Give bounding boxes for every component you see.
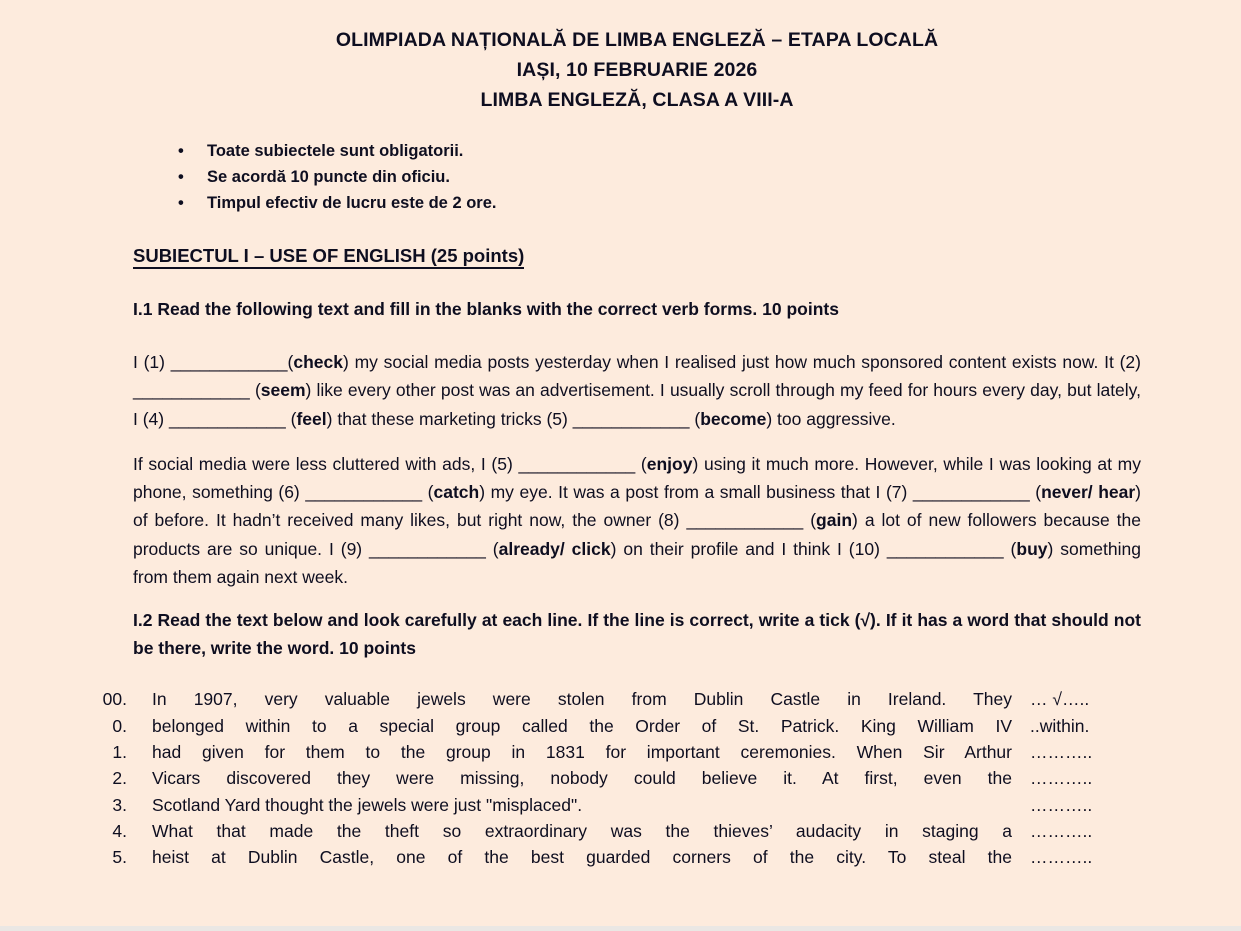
- paragraph-text: ) that these marketing tricks (5): [326, 408, 573, 429]
- paragraph-text: (: [1003, 538, 1017, 559]
- line-text: What that made the theft so extraordinary was the thieves’ audacity in staging a: [152, 820, 1012, 841]
- paragraph-text: (: [689, 408, 701, 429]
- answer-blank: ____________: [912, 482, 1030, 503]
- verb-hint: check: [293, 352, 343, 372]
- correction-line: [87, 844, 1141, 870]
- line-number: 1.: [112, 741, 127, 762]
- verb-hint: catch: [433, 482, 480, 503]
- paragraph-text: ) on their profile and I think I (10): [610, 538, 887, 559]
- answer-blank: ____________: [686, 510, 804, 531]
- fill-in-text: [133, 348, 1141, 591]
- paragraph-text: ) my social media posts yesterday when I realised just how much sponsored content exists now. It (2): [343, 352, 1141, 372]
- verb-hint: become: [700, 408, 767, 429]
- correction-line: [87, 713, 1141, 739]
- answer-blank: ____________: [572, 408, 690, 429]
- answer-blank: ____________: [133, 380, 250, 401]
- answer-blank: ____________: [518, 453, 636, 474]
- task-i2-instruction: I.2 Read the text below and look carefully at each line. If the line is correct, write a tick (√). If it has a word that should not be there, write the word. 10 points: [133, 610, 1141, 658]
- correction-line: [87, 792, 1141, 818]
- paragraph-text: (: [422, 482, 434, 503]
- correction-line: [87, 765, 1141, 791]
- paragraph-text: (: [285, 408, 297, 429]
- line-text: Scotland Yard thought the jewels were just "misplaced".: [152, 794, 583, 815]
- correction-exercise: [87, 686, 1141, 870]
- verb-hint: seem: [260, 380, 306, 401]
- line-answer: ………..: [1030, 847, 1093, 868]
- fill-in-paragraph: [133, 348, 1141, 433]
- paragraph-text: ) a lot of new followers because the products are so unique. I (9): [133, 510, 1141, 559]
- verb-hint: gain: [816, 510, 853, 531]
- answer-blank: ____________: [305, 482, 423, 503]
- paragraph-text: ) of before. It hadn’t received many likes, but right now, the owner (8): [133, 482, 1141, 531]
- answer-blank: ____________: [170, 352, 288, 372]
- line-answer: ………..: [1030, 820, 1093, 841]
- page-title-line2: IAȘI, 10 FEBRUARIE 2026: [516, 59, 758, 81]
- line-number: 00.: [102, 689, 127, 710]
- exam-rules-list: [176, 138, 1141, 216]
- line-answer: ………..: [1030, 768, 1093, 789]
- correction-line: [87, 686, 1141, 712]
- paragraph-text: ) something from them again next week.: [133, 538, 1141, 588]
- line-number: 0.: [112, 715, 127, 736]
- answer-blank: ____________: [369, 538, 486, 559]
- correction-line: [87, 818, 1141, 844]
- line-number: 2.: [112, 768, 127, 789]
- paragraph-text: If social media were less cluttered with ads, I (5): [133, 453, 519, 474]
- document-header: [133, 25, 1141, 115]
- exam-rule-item: • Timpul efectiv de lucru este de 2 ore.: [176, 190, 1141, 216]
- paragraph-text: ) using it much more. However, while I was looking at my phone, something (6): [133, 453, 1141, 503]
- answer-blank: ____________: [886, 538, 1004, 559]
- exam-rule-item: • Se acordă 10 puncte din oficiu.: [176, 164, 1141, 190]
- page-bottom-edge: [0, 926, 1241, 931]
- line-number: 3.: [112, 794, 127, 815]
- paragraph-text: (: [249, 380, 261, 401]
- verb-hint: already/ click: [498, 538, 611, 559]
- paragraph-text: I (1): [133, 352, 171, 372]
- verb-hint: enjoy: [646, 453, 693, 474]
- line-answer: ………..: [1030, 794, 1093, 815]
- line-text: heist at Dublin Castle, one of the best guarded corners of the city. To steal the: [152, 847, 1012, 868]
- line-number: 4.: [112, 820, 127, 841]
- paragraph-text: ) like every other post was an advertisement. I usually scroll through my feed for hours every day, but lately, I (4): [133, 380, 1141, 429]
- line-text: had given for them to the group in 1831 for important ceremonies. When Sir Arthur: [152, 741, 1012, 762]
- paragraph-text: (: [485, 538, 499, 559]
- paragraph-text: ) too aggressive.: [766, 408, 896, 429]
- paragraph-text: (: [635, 453, 647, 474]
- section-title: [133, 244, 1141, 267]
- verb-hint: feel: [296, 408, 327, 429]
- section-title-text: SUBIECTUL I – USE OF ENGLISH (25 points): [133, 245, 524, 269]
- line-text: belonged within to a special group called the Order of St. Patrick. King William IV: [152, 715, 1012, 736]
- line-text: In 1907, very valuable jewels were stolen from Dublin Castle in Ireland. They: [152, 689, 1012, 710]
- exam-rule-item: • Toate subiectele sunt obligatorii.: [176, 138, 1141, 164]
- paragraph-text: ) my eye. It was a post from a small business that I (7): [479, 482, 913, 503]
- line-answer: ..within.: [1030, 715, 1090, 736]
- answer-blank: ____________: [168, 408, 286, 429]
- verb-hint: never/ hear: [1041, 482, 1136, 503]
- paragraph-text: (: [1029, 482, 1042, 503]
- paragraph-text: (: [287, 352, 294, 372]
- verb-hint: buy: [1016, 538, 1048, 559]
- line-number: 5.: [112, 847, 127, 868]
- line-text: Vicars discovered they were missing, nobody could believe it. At first, even the: [152, 768, 1012, 789]
- fill-in-paragraph: [133, 450, 1141, 591]
- page-title-line1: OLIMPIADA NAȚIONALĂ DE LIMBA ENGLEZĂ – ETAPA LOCALĂ: [335, 29, 939, 51]
- line-answer: … √…..: [1030, 689, 1090, 710]
- line-answer: ………..: [1030, 741, 1093, 762]
- task-i1-instruction: I.1 Read the following text and fill in the blanks with the correct verb forms. 10 points: [133, 299, 839, 319]
- correction-line: [87, 739, 1141, 765]
- page-title-line3: LIMBA ENGLEZĂ, CLASA A VIII-A: [480, 89, 794, 111]
- paragraph-text: (: [803, 510, 817, 531]
